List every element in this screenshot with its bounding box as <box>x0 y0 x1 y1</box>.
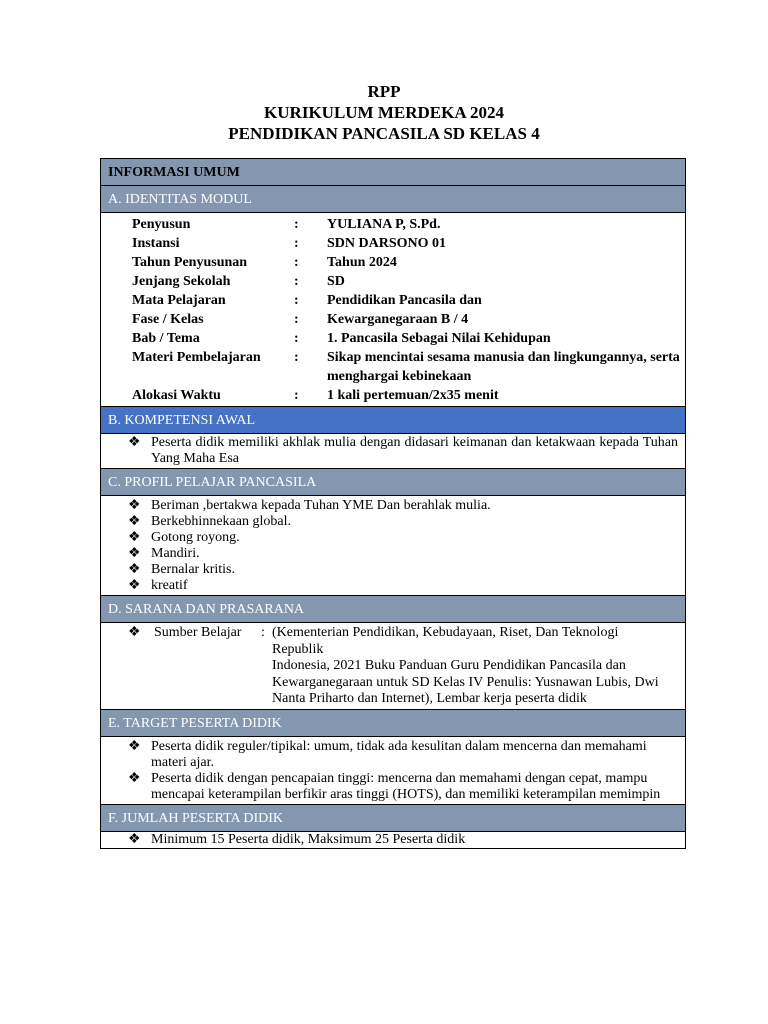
identitas-row <box>101 386 685 405</box>
doc-title-rpp: RPP <box>367 82 401 101</box>
sarana-line <box>151 675 678 692</box>
target-section <box>101 736 685 804</box>
target-item-text: Peserta didik dengan pencapaian tinggi: mencerna dan memahami dengan cepat, mampu mencapai keterampilan berfikir aras tinggi (HOTS), dan memiliki keterampilan memimpin <box>151 770 661 802</box>
identitas-key: Penyusun <box>132 217 191 232</box>
diamond-bullet-icon: ❖ <box>128 530 141 545</box>
sarana-line <box>151 625 678 658</box>
sarana-key-spacer <box>151 658 261 675</box>
identitas-row <box>101 310 685 329</box>
sarana-key-spacer <box>151 675 261 692</box>
sarana-item <box>101 625 685 708</box>
target-item <box>101 739 685 771</box>
sarana-line <box>151 691 678 708</box>
sarana-colon: : <box>261 625 265 640</box>
kompetensi-section <box>101 433 685 468</box>
profil-item-text: kreatif <box>151 578 188 593</box>
identitas-key: Mata Pelajaran <box>132 293 226 308</box>
section-header-informasi-umum: INFORMASI UMUM <box>101 158 685 185</box>
doc-title-kurikulum: KURIKULUM MERDEKA 2024 <box>264 103 504 122</box>
jumlah-item <box>101 832 685 848</box>
doc-title-subject: PENDIDIKAN PANCASILA SD KELAS 4 <box>228 124 540 143</box>
sarana-line-text: Nanta Priharto dan Internet), Lembar kerja peserta didik <box>272 691 587 706</box>
diamond-bullet-icon: ❖ <box>128 625 141 640</box>
identitas-colon: : <box>294 312 299 327</box>
sarana-colon-spacer <box>261 658 272 675</box>
sarana-section <box>101 622 685 709</box>
section-header-kompetensi: B. KOMPETENSI AWAL <box>101 406 685 433</box>
section-header-identitas: A. IDENTITAS MODUL <box>101 185 685 212</box>
identitas-value: Sikap mencintai sesama manusia dan lingkungannya, serta menghargai kebinekaan <box>327 350 680 384</box>
kompetensi-item-text: Peserta didik memiliki akhlak mulia dengan didasari keimanan dan ketakwaan kepada Tuhan Yang Maha Esa <box>151 435 678 466</box>
diamond-bullet-icon: ❖ <box>128 770 141 786</box>
diamond-bullet-icon: ❖ <box>128 831 141 847</box>
sarana-line-text: (Kementerian Pendidikan, Kebudayaan, Riset, Dan Teknologi Republik <box>272 625 619 657</box>
profil-item-text: Bernalar kritis. <box>151 562 235 577</box>
profil-item <box>101 498 685 514</box>
identitas-key: Tahun Penyusunan <box>132 255 248 270</box>
profil-item <box>101 562 685 578</box>
identitas-value: YULIANA P, S.Pd. <box>327 217 441 232</box>
identitas-value: 1. Pancasila Sebagai Nilai Kehidupan <box>327 331 551 346</box>
identitas-key: Fase / Kelas <box>132 312 204 327</box>
sarana-line-text: Kewarganegaraan untuk SD Kelas IV Penulis: Yusnawan Lubis, Dwi <box>272 674 659 690</box>
identitas-colon: : <box>294 331 299 346</box>
identitas-key: Materi Pembelajaran <box>132 350 261 365</box>
kompetensi-item <box>101 435 685 467</box>
diamond-bullet-icon: ❖ <box>128 562 141 577</box>
sarana-key-spacer <box>151 691 261 708</box>
section-header-jumlah: F. JUMLAH PESERTA DIDIK <box>101 804 685 831</box>
identitas-colon: : <box>294 274 299 289</box>
diamond-bullet-icon: ❖ <box>128 578 141 593</box>
identitas-row <box>101 272 685 291</box>
jumlah-section <box>101 831 685 848</box>
identitas-value: SDN DARSONO 01 <box>327 236 447 251</box>
identitas-key: Instansi <box>132 236 180 251</box>
profil-item-text: Beriman ,bertakwa kepada Tuhan YME Dan berahlak mulia. <box>151 498 491 513</box>
identitas-colon: : <box>294 293 299 308</box>
sarana-key: Sumber Belajar <box>154 625 242 640</box>
identitas-section <box>101 212 685 406</box>
profil-item <box>101 530 685 546</box>
profil-item-text: Gotong royong. <box>151 530 240 545</box>
identitas-value: Kewarganegaraan B / 4 <box>327 312 469 327</box>
section-header-sarana: D. SARANA DAN PRASARANA <box>101 595 685 622</box>
sarana-line <box>151 658 678 675</box>
profil-item-text: Mandiri. <box>151 546 200 561</box>
identitas-colon: : <box>294 388 299 403</box>
identitas-row <box>101 253 685 272</box>
profil-item <box>101 514 685 530</box>
rpp-table <box>100 158 686 849</box>
sarana-line-text: Indonesia, 2021 Buku Panduan Guru Pendidikan Pancasila dan <box>272 658 626 673</box>
identitas-row <box>101 291 685 310</box>
identitas-value: Tahun 2024 <box>327 255 397 270</box>
profil-item <box>101 578 685 594</box>
identitas-value: SD <box>327 274 345 289</box>
target-item-text: Peserta didik reguler/tipikal: umum, tidak ada kesulitan dalam mencerna dan memahami materi ajar. <box>151 738 647 770</box>
diamond-bullet-icon: ❖ <box>128 498 141 513</box>
identitas-colon: : <box>294 236 299 251</box>
identitas-row <box>101 348 685 386</box>
profil-item-text: Berkebhinnekaan global. <box>151 514 291 529</box>
identitas-row <box>101 215 685 234</box>
identitas-colon: : <box>294 350 299 365</box>
identitas-key: Bab / Tema <box>132 331 200 346</box>
section-header-profil: C. PROFIL PELAJAR PANCASILA <box>101 468 685 495</box>
identitas-key: Jenjang Sekolah <box>132 274 231 289</box>
section-header-target: E. TARGET PESERTA DIDIK <box>101 709 685 736</box>
sarana-colon-spacer <box>261 675 272 692</box>
diamond-bullet-icon: ❖ <box>128 435 141 450</box>
identitas-value: 1 kali pertemuan/2x35 menit <box>327 388 499 403</box>
identitas-colon: : <box>294 217 299 232</box>
profil-section <box>101 495 685 595</box>
profil-item <box>101 546 685 562</box>
sarana-colon-spacer <box>261 691 272 708</box>
target-item <box>101 771 685 803</box>
identitas-row <box>101 234 685 253</box>
identitas-value: Pendidikan Pancasila dan <box>327 293 482 308</box>
jumlah-item-text: Minimum 15 Peserta didik, Maksimum 25 Peserta didik <box>151 831 466 847</box>
diamond-bullet-icon: ❖ <box>128 546 141 561</box>
identitas-row <box>101 329 685 348</box>
identitas-key: Alokasi Waktu <box>132 388 221 403</box>
diamond-bullet-icon: ❖ <box>128 738 141 754</box>
diamond-bullet-icon: ❖ <box>128 514 141 529</box>
identitas-colon: : <box>294 255 299 270</box>
